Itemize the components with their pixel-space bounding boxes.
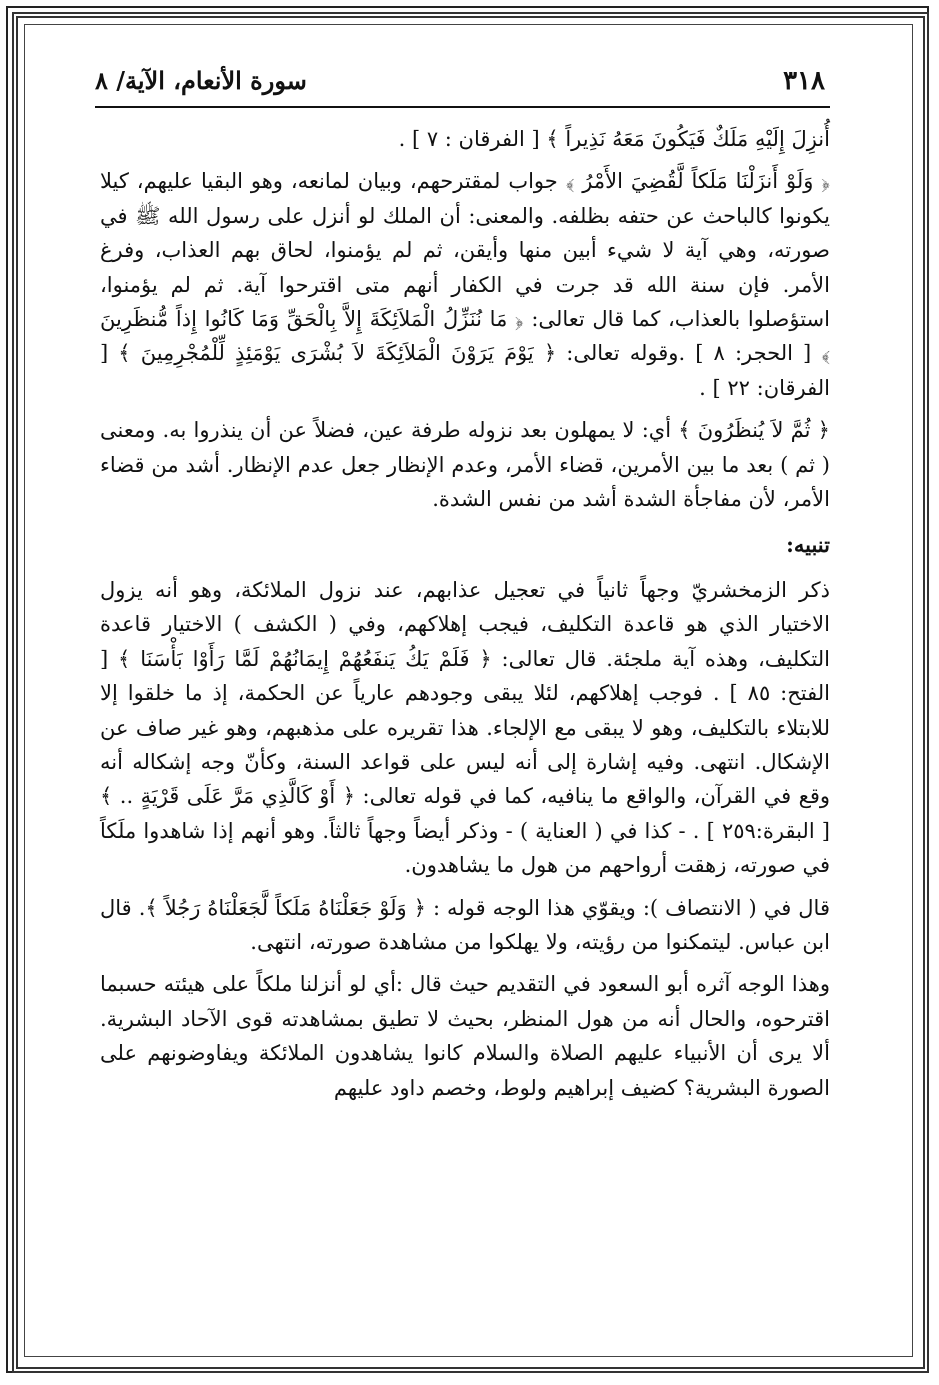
paragraph-commentary-1: ﴿ وَلَوْ أَنزَلْنَا مَلَكاً لَّقُضِيَ الأَمْرُ ﴾ جواب لمقترحهم، وبيان لمانعه، وهو البقيا عليهم، كيلا يكونوا كالباحث عن حتفه بظلفه. والمعنى: أن الملك لو أنزل على رسول الله ﷺ في صورته، وهي آية لا شيء أبين منها وأيقن، ثم لم يؤمنوا، لحاق بهم العذاب، وفرغ الأمر. فإن سنة الله قد جرت في الكفار أنهم متى اقترحوا آية. ثم لم يؤمنوا، استؤصلوا بالعذاب، كما قال تعالى: ﴿ مَا نُنَزِّلُ الْمَلاَئِكَةَ إِلاَّ بِالْحَقِّ وَمَا كَانُوا إِذاً مُّنظَرِينَ ﴾ [ الحجر: ٨ ] .وقوله تعالى: ﴿ يَوْمَ يَرَوْنَ الْمَلاَئِكَةَ لاَ بُشْرَى يَوْمَئِذٍ لِّلْمُجْرِمِينَ ﴾ [ الفرقان: ٢٢ ] . — [100, 169, 830, 400]
page-header — [95, 62, 825, 102]
paragraph-commentary-5: وهذا الوجه آثره أبو السعود في التقديم حيث قال :أي لو أنزلنا ملكاً على هيئته حسبما اقترحوه، والحال أنه من هول المنظر، بحيث لا تطيق بمشاهدته قوى الآحاد البشرية. ألا يرى أن الأنبياء عليهم الصلاة والسلام كانوا يشاهدون الملائكة ويفاوضونهم على الصورة البشرية؟ كضيف إبراهيم ولوط، وخصم داود عليهم — [100, 972, 830, 1100]
header-divider — [95, 106, 830, 108]
page-number: ٣١٨ — [783, 66, 825, 96]
page-body — [100, 122, 830, 1113]
running-title: سورة الأنعام، الآية/ ٨ — [95, 66, 307, 95]
paragraph-commentary-2: ﴿ ثُمَّ لاَ يُنظَرُونَ ﴾ أي: لا يمهلون بعد نزوله طرفة عين، فضلاً عن أن ينذروا به. ومعنى ( ثم ) بعد ما بين الأمرين، قضاء الأمر، وعدم الإنظار جعل عدم الإنظار. أشد من قضاء الأمر، لأن مفاجأة الشدة أشد من نفس الشدة. — [100, 418, 830, 512]
paragraph-commentary-4: قال في ( الانتصاف ): ويقوّي هذا الوجه قوله : ﴿ وَلَوْ جَعَلْنَاهُ مَلَكاً لَّجَعَلْنَاهُ رَجُلاً ﴾. قال ابن عباس. ليتمكنوا من رؤيته، ولا يهلكوا من مشاهدة صورته، انتهى. — [100, 895, 830, 954]
paragraph-verse-continuation: أُنزِلَ إِلَيْهِ مَلَكٌ فَيَكُونَ مَعَهُ نَذِيراً ﴾ [ الفرقان : ٧ ] . — [398, 127, 830, 151]
paragraph-commentary-3: ذكر الزمخشريّ وجهاً ثانياً في تعجيل عذابهم، عند نزول الملائكة، وهو أنه يزول الاختيار الذي هو قاعدة التكليف، فيجب إهلاكهم، وفي ( الكشف ) الاختيار قاعدة التكليف، وهذه آية ملجئة. قال تعالى: ﴿ فَلَمْ يَكُ يَنفَعُهُمْ إِيمَانُهُمْ لَمَّا رَأَوْا بَأْسَنَا ﴾ [ الفتح: ٨٥ ] . فوجب إهلاكهم، لئلا يبقى وجودهم عارياً عن الحكمة، إذ ما خلقوا إلا للابتلاء بالتكليف، وهو لا يبقى مع الإلجاء. هذا تقريره على مذهبهم، وهو غير صاف عن الإشكال. انتهى. وفيه إشارة إلى أنه ليس على قواعد السنة، وكأنّ وجه إشكاله أنه وقع في القرآن، والواقع ما ينافيه، كما في قوله تعالى: ﴿ أَوْ كَالَّذِي مَرَّ عَلَى قَرْيَةٍ .. ﴾ [ البقرة:٢٥٩ ] . - كذا في ( العناية ) - وذكر أيضاً وجهاً ثالثاً. وهو أنهم إذا شاهدوا ملَكاً في صورته، زهقت أرواحهم من هول ما يشاهدون. — [100, 577, 831, 878]
section-heading-tanbih: تنبيه: — [786, 532, 830, 558]
